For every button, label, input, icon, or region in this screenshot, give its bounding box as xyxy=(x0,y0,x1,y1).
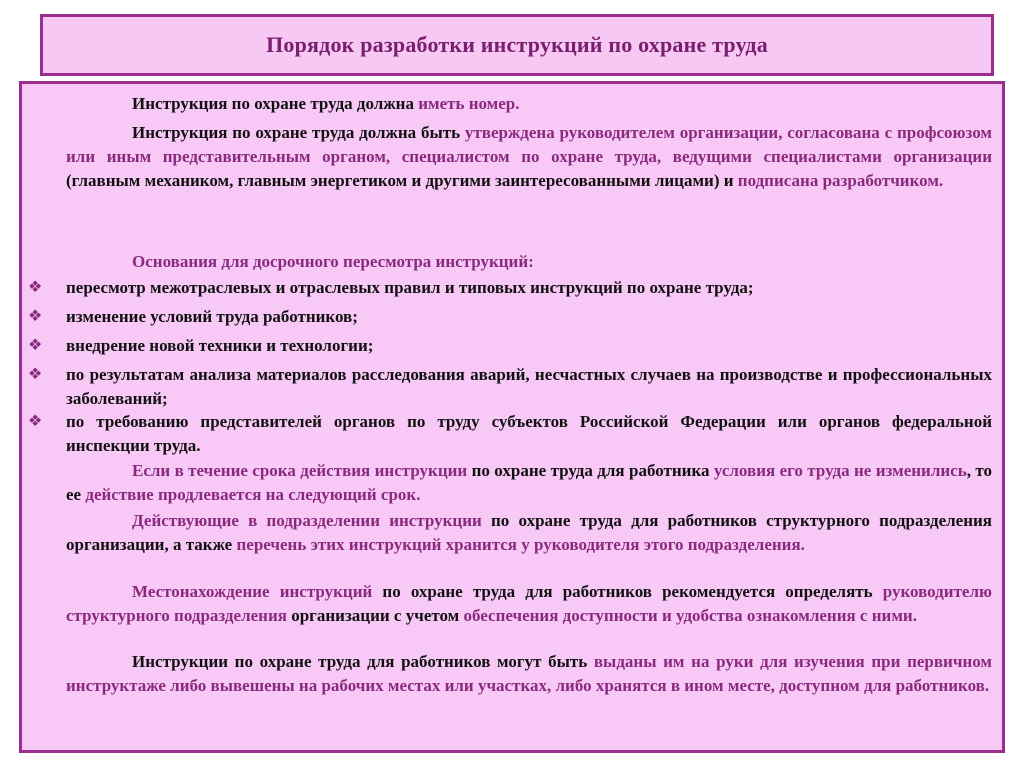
text-segment: по охране труда для работника xyxy=(467,461,714,480)
text-segment: Инструкция по охране труда должна быть xyxy=(132,123,465,142)
text-segment: Инструкция по охране труда должна xyxy=(132,94,419,113)
grounds-heading: Основания для досрочного пересмотра инструкций: xyxy=(132,252,534,271)
highlight-segment: подписана разработчиком. xyxy=(737,171,944,190)
highlight-segment: условия его труда не изменились xyxy=(713,461,967,480)
text-segment: (главным механиком, главным энергетиком и другими заинтересованными лицами) и xyxy=(66,171,738,190)
text-segment: организации с учетом xyxy=(286,606,464,625)
diamond-bullet-icon: ❖ xyxy=(28,308,43,325)
highlight-segment: утверждена руководителем организации, согласована с профсоюзом или иным представительным органом, специалистом по охране труда, ведущими специалистами организации xyxy=(66,123,992,166)
diamond-bullet-icon: ❖ xyxy=(28,413,43,430)
paragraph-issue xyxy=(66,650,992,698)
highlight-segment: иметь номер. xyxy=(418,94,520,113)
highlight-segment: действие продлевается на следующий срок. xyxy=(85,485,421,504)
diamond-bullet-icon: ❖ xyxy=(28,337,43,354)
list-item-text: внедрение новой техники и технологии; xyxy=(66,336,374,355)
content-panel xyxy=(19,81,1005,753)
diamond-bullet-icon: ❖ xyxy=(28,279,43,296)
highlight-segment: Действующие в подразделении инструкции xyxy=(132,511,482,530)
highlight-segment: Если в течение срока действия инструкции xyxy=(132,461,468,480)
text-segment: по охране труда для работников рекомендуется определять xyxy=(372,582,883,601)
list-item-text: пересмотр межотраслевых и отраслевых правил и типовых инструкций по охране труда; xyxy=(66,278,754,297)
paragraph-extension xyxy=(66,459,992,507)
diamond-bullet-icon: ❖ xyxy=(28,366,43,383)
text-segment: , то ее xyxy=(66,461,992,504)
title-bar xyxy=(40,14,994,76)
list-item-text: по требованию представителей органов по труду субъектов Российской Федерации или органов федеральной инспекции труда. xyxy=(66,412,992,455)
highlight-segment: выданы им на руки для изучения при первичном инструктаже либо вывешены на рабочих местах или участках, либо хранятся в ином месте, доступном для работников. xyxy=(66,652,992,695)
highlight-segment: обеспечения доступности и удобства ознакомления с ними. xyxy=(463,606,917,625)
list-item-text: изменение условий труда работников; xyxy=(66,307,358,326)
text-segment: Инструкции по охране труда для работников могут быть xyxy=(132,652,594,671)
paragraph-approval xyxy=(66,121,992,193)
highlight-segment: перечень этих инструкций хранится у руководителя этого подразделения. xyxy=(236,535,805,554)
text-segment: по охране труда для работников структурного подразделения организации, а также xyxy=(66,511,993,554)
paragraph-storage xyxy=(66,509,992,557)
highlight-segment: Местонахождение инструкций xyxy=(132,582,373,601)
page-title: Порядок разработки инструкций по охране труда xyxy=(266,32,768,57)
list-item-text: по результатам анализа материалов расследования аварий, несчастных случаев на производстве и профессиональных заболеваний; xyxy=(66,365,992,408)
highlight-segment: руководителю структурного подразделения xyxy=(66,582,992,625)
paragraph-grounds-heading xyxy=(66,250,992,274)
paragraph-location xyxy=(66,580,992,628)
paragraph-number xyxy=(66,92,992,116)
